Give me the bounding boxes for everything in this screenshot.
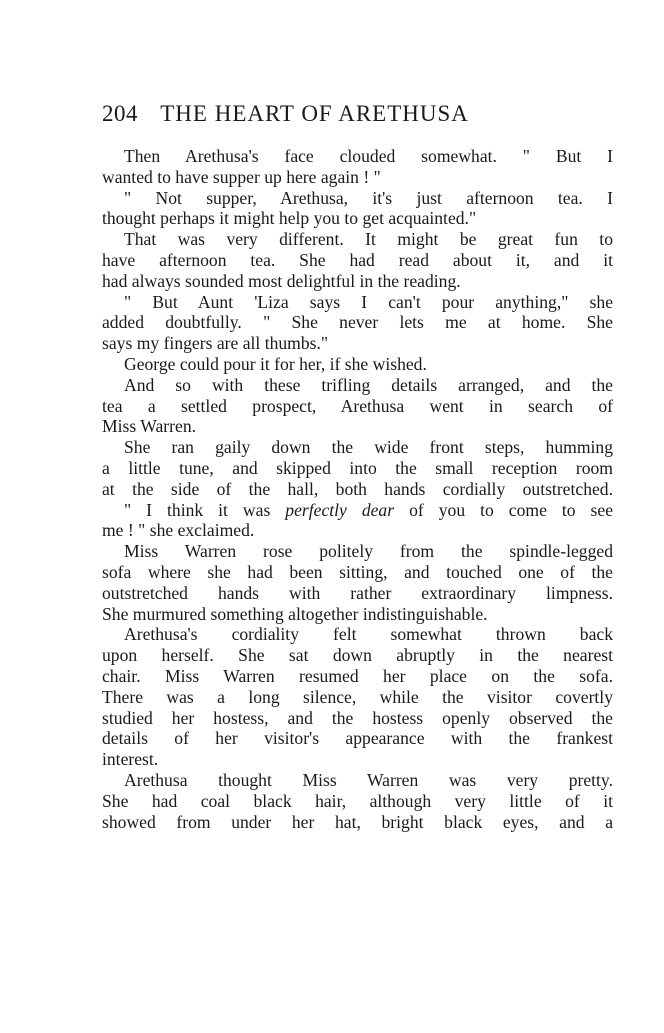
text-line: outstretched hands with rather extraordinary limpness. xyxy=(102,582,613,603)
text-line: thought perhaps it might help you to get acquainted." xyxy=(102,208,477,229)
text-line: " Not supper, Arethusa, it's just afternoon tea. I xyxy=(124,187,613,208)
text-line: added doubtfully. " She never lets me at home. She xyxy=(102,312,613,333)
text-line: had always sounded most delightful in the reading. xyxy=(102,270,461,291)
text-line: studied her hostess, and the hostess openly observed the xyxy=(102,707,613,728)
text-line: George could pour it for her, if she wished. xyxy=(124,353,427,374)
page-header xyxy=(102,99,602,129)
body-text xyxy=(102,146,613,832)
text-line: And so with these trifling details arranged, and the xyxy=(124,374,613,395)
text-line: have afternoon tea. She had read about it, and it xyxy=(102,249,613,270)
text-line: tea a settled prospect, Arethusa went in search of xyxy=(102,395,613,416)
text-line xyxy=(102,500,613,521)
text-line: wanted to have supper up here again ! " xyxy=(102,166,381,187)
page-number: 204 xyxy=(102,101,138,126)
text-line: upon herself. She sat down abruptly in the nearest xyxy=(102,645,613,666)
text-line: Arethusa's cordiality felt somewhat thrown back xyxy=(124,624,613,645)
text-line: says my fingers are all thumbs." xyxy=(102,333,329,354)
text-line: Miss Warren. xyxy=(102,416,197,437)
text-line: There was a long silence, while the visitor covertly xyxy=(102,686,613,707)
text-line: details of her visitor's appearance with the frankest xyxy=(102,728,613,749)
text-line: interest. xyxy=(102,749,159,770)
text-line: That was very different. It might be great fun to xyxy=(124,229,613,250)
text-line: Arethusa thought Miss Warren was very pretty. xyxy=(124,769,613,790)
text-line: She ran gaily down the wide front steps, humming xyxy=(124,437,613,458)
text-line: me ! " she exclaimed. xyxy=(102,520,255,541)
text-line: sofa where she had been sitting, and touched one of the xyxy=(102,561,613,582)
text-line: She murmured something altogether indistinguishable. xyxy=(102,603,488,624)
text-line: " But Aunt 'Liza says I can't pour anything," she xyxy=(124,291,613,312)
text-line: Miss Warren rose politely from the spindle-legged xyxy=(124,541,613,562)
text-segment: " I think it was xyxy=(124,499,286,520)
text-line: She had coal black hair, although very little of it xyxy=(102,790,613,811)
text-line: a little tune, and skipped into the small reception room xyxy=(102,457,613,478)
text-line: chair. Miss Warren resumed her place on the sofa. xyxy=(102,665,613,686)
emphasized-text: perfectly dear xyxy=(285,499,395,520)
running-title: THE HEART OF ARETHUSA xyxy=(160,101,469,126)
text-line: showed from under her hat, bright black eyes, and a xyxy=(102,811,613,832)
text-line: at the side of the hall, both hands cordially outstretched. xyxy=(102,478,613,499)
text-segment: of you to come to see xyxy=(394,499,614,520)
text-line: Then Arethusa's face clouded somewhat. " But I xyxy=(124,146,613,166)
